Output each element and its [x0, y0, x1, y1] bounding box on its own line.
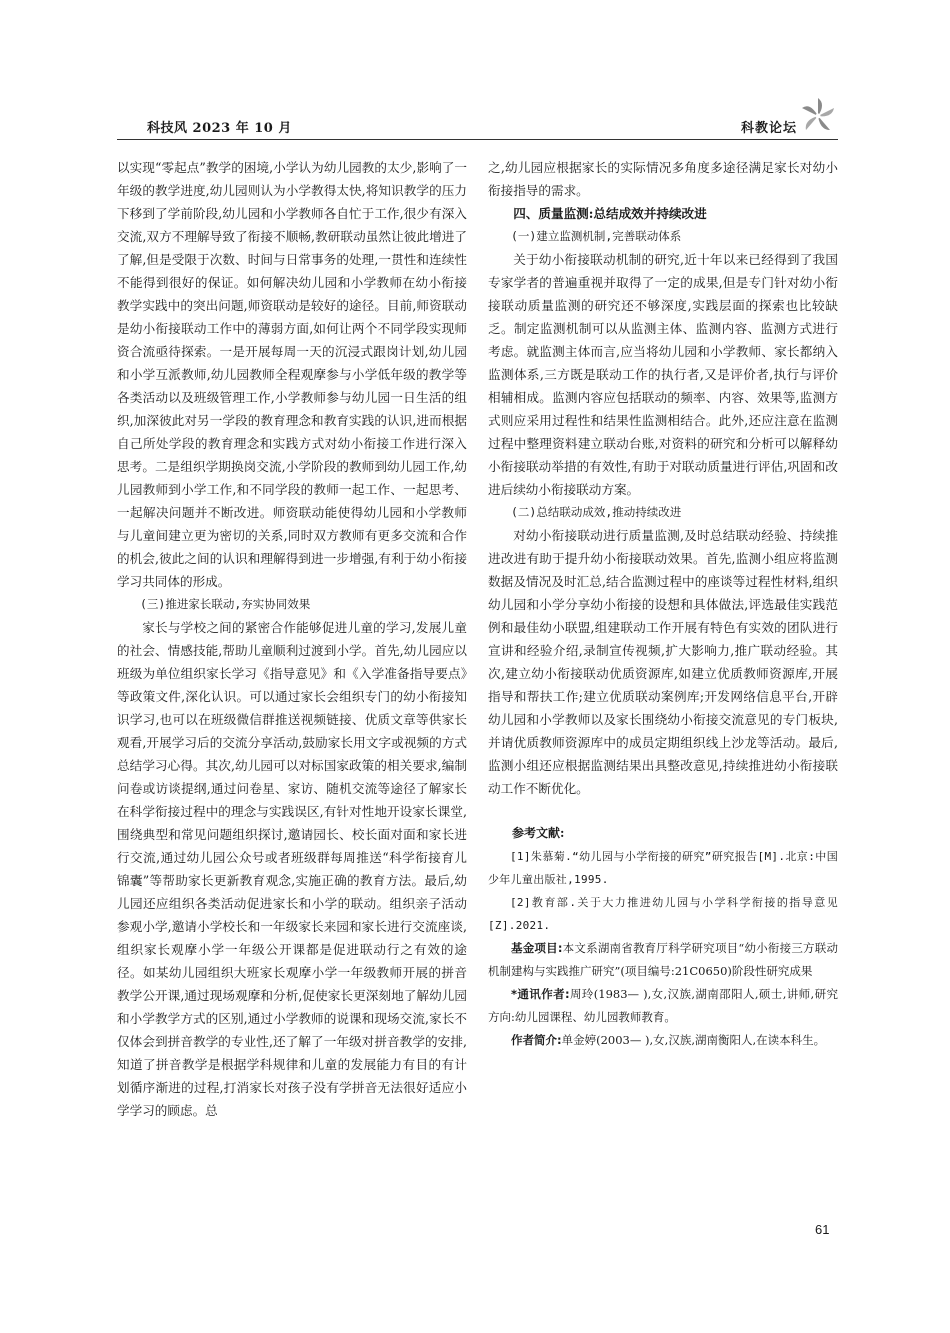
fund-text: 本文系湖南省教育厅科学研究项目“幼小衔接三方联动机制建构与实践推广研究”(项目编号:21C0650)阶段性研究成果 — [488, 941, 838, 978]
section-name: 科教论坛 — [741, 121, 798, 136]
paragraph: 以实现“零起点”教学的困境,小学认为幼儿园教的太少,影响了一年级的教学进度,幼儿园则认为小学教得太快,将知识教学的压力下移到了学前阶段,幼儿园和小学教师各自忙于工作,很少有深入交流,双方不理解导致了衔接不顺畅,教研联动虽然让彼此增进了了解,但是受限于次数、时间与日常事务的处理,一贯性和连续性不能得到很好的保证。如何解决幼儿园和小学教师在幼小衔接教学实践中的突出问题,师资联动是较好的途径。目前,师资联动是幼小衔接联动工作中的薄弱方面,如何让两个不同学段实现师资合流亟待探索。一是开展每周一天的沉浸式跟岗计划,幼儿园和小学互派教师,幼儿园教师全程观摩参与小学低年级的教学等各类活动以及班级管理工作,小学教师参与幼儿园一日生活的组织,加深彼此对另一学段的教育理念和教育实践的认识,进而根据自己所处学段的教育理念和实践方式对幼小衔接工作进行深入思考。二是组织学期换岗交流,小学阶段的教师到幼儿园工作,幼儿园教师到小学工作,和不同学段的教师一起工作、一起思考、一起解决问题并不断改进。师资联动能使得幼儿园和小学教师与儿童间建立更为密切的关系,同时双方教师有更多交流和合作的机会,彼此之间的认识和理解得到进一步增强,有利于幼小衔接学习共同体的形成。 — [117, 160, 467, 589]
subsection-heading: (二)总结联动成效,推动持续改进 — [511, 505, 682, 519]
references — [488, 822, 838, 1052]
corresponding-label: *通讯作者: — [511, 987, 570, 1001]
reference-item: [1]朱慕菊.“幼儿园与小学衔接的研究”研究报告[M].北京:中国少年儿童出版社,1995. — [488, 850, 838, 886]
fund-label: 基金项目: — [511, 941, 563, 955]
section-heading: 四、质量监测:总结成效并持续改进 — [513, 206, 707, 221]
journal-name: 科技风 2023 年 10 月 — [147, 121, 292, 136]
corresponding-text: 周玲(1983— ),女,汉族,湖南邵阳人,硕士,讲师,研究方向:幼儿园课程、幼儿园教师教育。 — [488, 987, 838, 1024]
author-label: 作者简介: — [511, 1033, 562, 1047]
author-bio-note — [488, 1029, 838, 1052]
paragraph: 家长与学校之间的紧密合作能够促进儿童的学习,发展儿童的社会、情感技能,帮助儿童顺利过渡到小学。首先,幼儿园应以班级为单位组织家长学习《指导意见》和《入学准备指导要点》等政策文件,深化认识。可以通过家长会组织专门的幼小衔接知识学习,也可以在班级微信群推送视频链接、优质文章等供家长观看,开展学习后的交流分享活动,鼓励家长用文字或视频的方式总结学习心得。其次,幼儿园可以对标国家政策的相关要求,编制问卷或访谈提纲,通过问卷星、家访、随机交流等途径了解家长在科学衔接过程中的理念与实践误区,有针对性地开设家长课堂,围绕典型和常见问题组织探讨,邀请园长、校长面对面和家长进行交流,通过幼儿园公众号或者班级群每周推送“科学衔接育儿锦囊”等帮助家长更新教育观念,实施正确的教育方法。最后,幼儿园还应组织各类活动促进家长和小学的联动。组织亲子活动参观小学,邀请小学校长和一年级家长来园和家长进行交流座谈,组织家长观摩小学一年级公开课都是促进联动行之有效的途径。如某幼儿园组织大班家长观摩小学一年级教师开展的拼音教学公开课,通过现场观摩和分析,促使家长更深刻地了解幼儿园和小学教学方式的区别,通过小学教师的说课和现场交流,家长不仅体会到拼音教学的专业性,还了解了一年级对拼音教学的安排,知道了拼音教学是根据学科规律和儿童的发展能力有目的有计划循序渐进的过程,打消家长对孩子没有学拼音无法很好适应小学学习的顾虑。总 — [117, 620, 467, 1118]
paragraph: 之,幼儿园应根据家长的实际情况多角度多途径满足家长对幼小衔接指导的需求。 — [488, 160, 838, 198]
subsection-heading: (一)建立监测机制,完善联动体系 — [511, 229, 682, 243]
left-column — [117, 156, 467, 1122]
paragraph: 对幼小衔接联动进行质量监测,及时总结联动经验、持续推进改进有助于提升幼小衔接联动效果。首先,监测小组应将监测数据及情况及时汇总,结合监测过程中的座谈等过程性材料,组织幼儿园和小学分享幼小衔接的设想和具体做法,评选最佳实践范例和最佳幼小联盟,组建联动工作开展有特色有实效的团队进行宣讲和经验介绍,录制宣传视频,扩大影响力,推广联动经验。其次,建立幼小衔接联动优质资源库,如建立优质教师资源库,开展指导和帮扶工作;建立优质联动案例库;开发网络信息平台,开辟幼儿园和小学教师以及家长围绕幼小衔接交流意见的专门板块,并请优质教师资源库中的成员定期组织线上沙龙等活动。最后,监测小组还应根据监测结果出具整改意见,持续推进幼小衔接联动工作不断优化。 — [488, 528, 838, 796]
fund-note — [488, 937, 838, 983]
corresponding-author-note — [488, 983, 838, 1029]
pinwheel-logo-icon — [798, 96, 838, 136]
author-text: 单金婷(2003— ),女,汉族,湖南衡阳人,在读本科生。 — [561, 1033, 826, 1047]
subsection-heading: (三)推进家长联动,夯实协同效果 — [140, 597, 311, 611]
header-rule — [117, 139, 838, 140]
page-number: 61 — [815, 1222, 830, 1237]
reference-item: [2]教育部.关于大力推进幼儿园与小学科学衔接的指导意见[Z].2021. — [488, 896, 838, 932]
references-heading: 参考文献: — [512, 826, 565, 840]
right-column — [488, 156, 838, 1052]
paragraph: 关于幼小衔接联动机制的研究,近十年以来已经得到了我国专家学者的普遍重视并取得了一定的成果,但是专门针对幼小衔接联动质量监测的研究还不够深度,实践层面的探索也比较缺乏。制定监测机制可以从监测主体、监测内容、监测方式进行考虑。就监测主体而言,应当将幼儿园和小学教师、家长都纳入监测体系,三方既是联动工作的执行者,又是评价者,执行与评价相辅相成。监测内容应包括联动的频率、内容、效果等,监测方式则应采用过程性和结果性监测相结合。此外,还应注意在监测过程中整理资料建立联动台账,对资料的研究和分析可以解释幼小衔接联动举措的有效性,有助于对联动质量进行评估,巩固和改进后续幼小衔接联动方案。 — [488, 252, 838, 497]
